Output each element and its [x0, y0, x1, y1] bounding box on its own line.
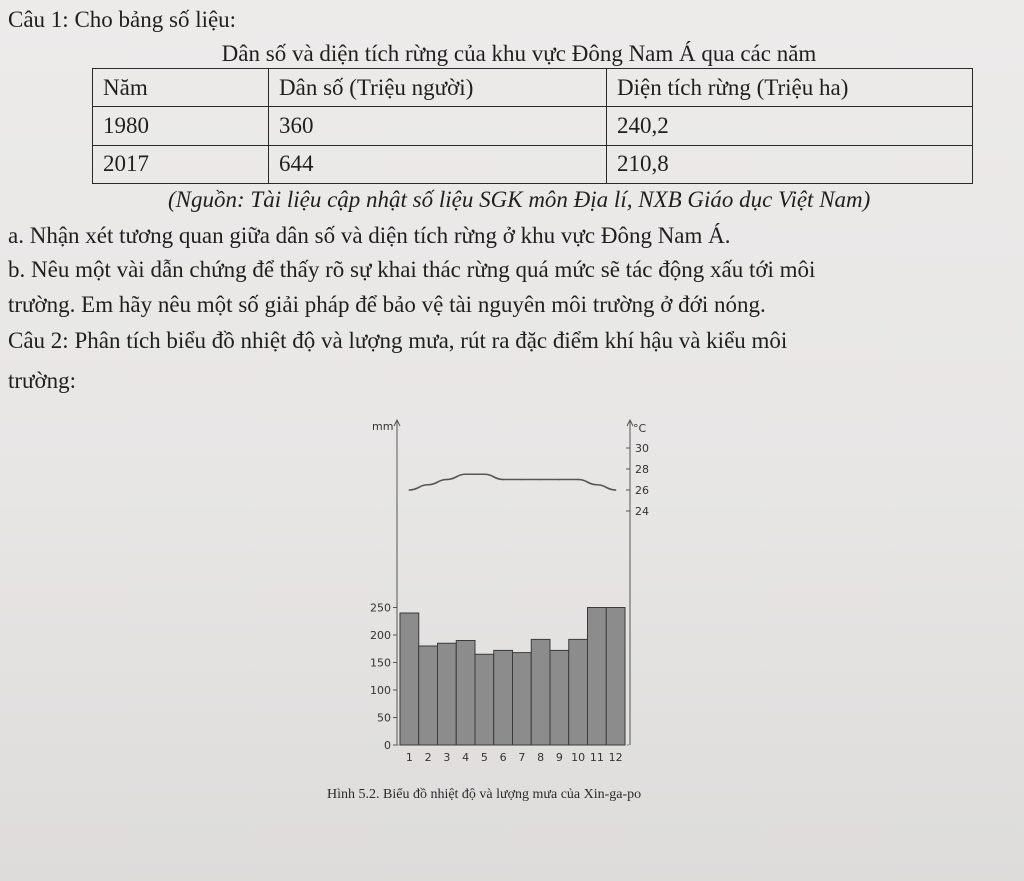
- rainfall-bar: [569, 639, 588, 745]
- temperature-point: [521, 479, 523, 481]
- month-label: 7: [518, 751, 526, 764]
- month-label: 5: [480, 751, 488, 764]
- table-cell: 644: [269, 145, 607, 183]
- month-label: 4: [462, 751, 470, 764]
- rainfall-bar: [513, 653, 532, 745]
- right-tick-label: 28: [635, 463, 649, 476]
- temperature-point: [596, 484, 598, 486]
- rainfall-bar: [475, 654, 494, 745]
- table-caption: Dân số và diện tích rừng của khu vực Đông Nam Á qua các năm: [221, 41, 817, 66]
- month-label: 10: [571, 751, 586, 764]
- rainfall-bar: [400, 613, 419, 745]
- climate-chart-svg: [340, 398, 680, 783]
- rainfall-bar: [456, 641, 475, 746]
- table-row: [93, 145, 973, 183]
- temperature-point: [540, 479, 542, 481]
- rainfall-bar: [588, 608, 607, 746]
- rainfall-bar: [531, 639, 550, 745]
- table-cell: 1980: [93, 107, 269, 145]
- right-tick-label: 30: [635, 442, 649, 455]
- temperature-point: [577, 479, 579, 481]
- question1-item-b-line2: trường. Em hãy nêu một số giải pháp để bảo vệ tài nguyên môi trường ở đới nóng.: [8, 292, 766, 317]
- left-tick-label: 250: [370, 601, 391, 615]
- table-header-cell: Dân số (Triệu người): [269, 69, 607, 107]
- table-cell: 2017: [93, 145, 269, 183]
- left-tick-label: 150: [370, 656, 391, 670]
- temperature-point: [615, 489, 617, 491]
- question1-item-b-line1: b. Nêu một vài dẫn chứng để thấy rõ sự khai thác rừng quá mức sẽ tác động xấu tới môi: [8, 257, 816, 282]
- month-label: 11: [589, 751, 604, 764]
- month-label: 9: [555, 751, 563, 764]
- question1-title: Câu 1: Cho bảng số liệu:: [8, 7, 237, 32]
- month-label: 6: [499, 751, 507, 764]
- temperature-line: [409, 474, 615, 490]
- month-label: 2: [424, 751, 432, 764]
- table-header-row: [93, 69, 973, 107]
- table-cell: 360: [269, 107, 607, 145]
- figure-caption: Hình 5.2. Biểu đồ nhiệt độ và lượng mưa của Xin-ga-po: [327, 787, 642, 802]
- right-axis-unit: °C: [633, 422, 647, 435]
- table-cell: 240,2: [607, 107, 973, 145]
- left-axis-unit: mm: [372, 420, 394, 433]
- rainfall-bar: [606, 608, 625, 746]
- temperature-point: [409, 489, 411, 491]
- table-header-cell: Diện tích rừng (Triệu ha): [607, 69, 973, 107]
- rainfall-bar: [550, 650, 569, 745]
- question2-line2: trường:: [8, 368, 77, 393]
- rainfall-bar: [438, 643, 457, 745]
- temperature-point: [559, 479, 561, 481]
- month-label: 1: [405, 751, 413, 764]
- rainfall-bar: [419, 646, 438, 745]
- month-label: 12: [608, 751, 623, 764]
- left-tick-label: 0: [384, 739, 391, 752]
- right-tick-label: 24: [635, 505, 649, 518]
- left-tick-label: 200: [370, 629, 391, 642]
- left-tick-label: 100: [370, 684, 391, 697]
- rainfall-bar: [494, 650, 513, 745]
- left-tick-label: 50: [377, 711, 391, 725]
- temperature-point: [484, 473, 486, 475]
- question1-item-a: a. Nhận xét tương quan giữa dân số và diện tích rừng ở khu vực Đông Nam Á.: [8, 223, 731, 248]
- table-cell: 210,8: [607, 145, 973, 183]
- month-label: 3: [443, 751, 451, 764]
- temperature-point: [427, 484, 429, 486]
- question2-line1: Câu 2: Phân tích biểu đồ nhiệt độ và lượng mưa, rút ra đặc điểm khí hậu và kiểu môi: [8, 328, 788, 353]
- climate-chart: [340, 398, 680, 783]
- table-row: [93, 107, 973, 145]
- temperature-point: [465, 473, 467, 475]
- source-note: (Nguồn: Tài liệu cập nhật số liệu SGK môn Địa lí, NXB Giáo dục Việt Nam): [168, 187, 871, 212]
- temperature-point: [502, 479, 504, 481]
- table-header-cell: Năm: [93, 69, 269, 107]
- month-label: 8: [537, 751, 545, 764]
- data-table: [92, 68, 973, 184]
- temperature-point: [446, 479, 448, 481]
- right-tick-label: 26: [635, 484, 649, 497]
